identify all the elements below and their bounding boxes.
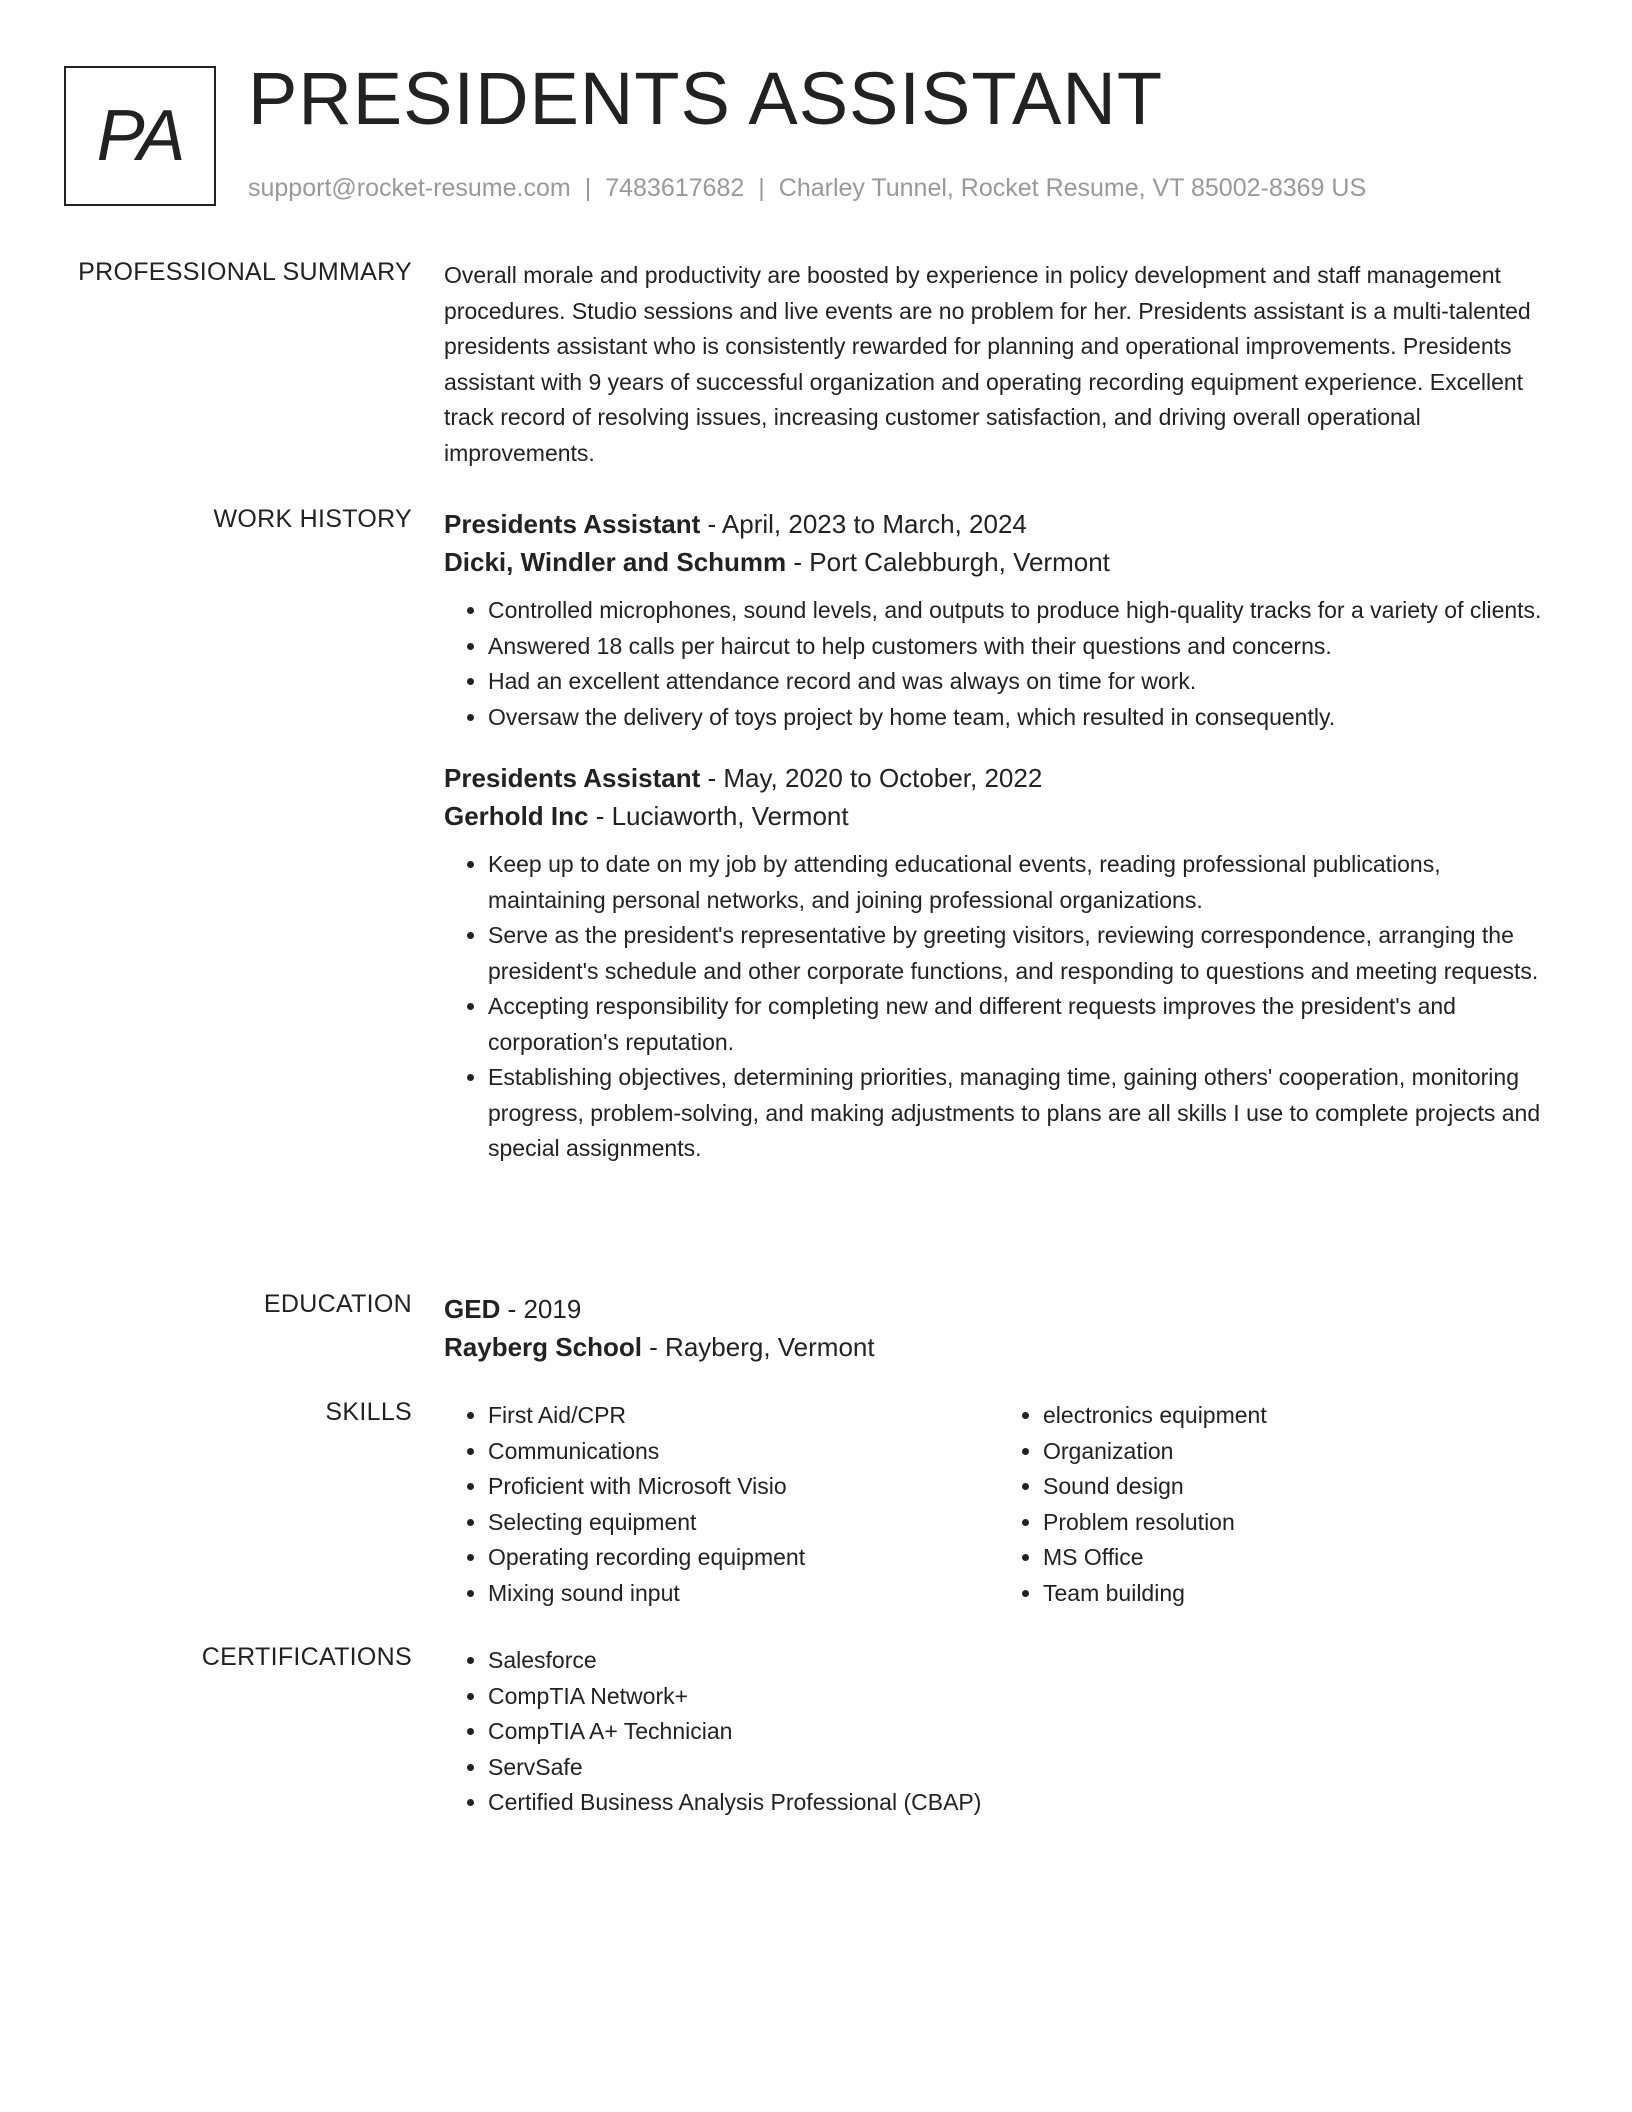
skills-content — [444, 1398, 1554, 1611]
job-bullet: • Accepting responsibility for completing new and different requests improves the president's and corporation's reputation. — [488, 989, 1554, 1060]
job-bullets — [444, 593, 1554, 735]
education-content — [444, 1290, 1554, 1366]
skill-item: • Sound design — [1043, 1469, 1554, 1505]
education-school: Rayberg School — [444, 1332, 642, 1362]
education-degree: GED — [444, 1294, 501, 1324]
job-bullet: • Establishing objectives, determining priorities, managing time, gaining others' cooperation, monitoring progress, problem-solving, and making adjustments to plans are all skills I use to complete projects and special assignments. — [488, 1060, 1554, 1167]
contact-email[interactable]: support@rocket-resume.com — [248, 174, 571, 202]
job-bullet: • Keep up to date on my job by attending educational events, reading professional publications, maintaining personal networks, and joining professional organizations. — [488, 847, 1554, 918]
certifications-content — [444, 1643, 1554, 1821]
certification-item: • ServSafe — [488, 1750, 1554, 1786]
job-bullets — [444, 847, 1554, 1167]
contact-line — [248, 174, 1366, 203]
skill-item: • Mixing sound input — [488, 1576, 999, 1612]
contact-separator: | — [584, 174, 592, 202]
job-dates: - April, 2023 to March, 2024 — [700, 509, 1027, 539]
skill-item: • Team building — [1043, 1576, 1554, 1612]
education-year: - 2019 — [500, 1294, 582, 1324]
section-label-education: EDUCATION — [263, 1290, 412, 1318]
job-bullet: • Serve as the president's representative by greeting visitors, reviewing correspondence, arranging the president's schedule and other corporate functions, and responding to questions and meeting requests. — [488, 918, 1554, 989]
certification-item: • Salesforce — [488, 1643, 1554, 1679]
education-degree-line — [444, 1290, 1554, 1328]
certification-item: • CompTIA A+ Technician — [488, 1714, 1554, 1750]
skills-list-right — [999, 1398, 1554, 1611]
job-bullet: • Had an excellent attendance record and was always on time for work. — [488, 664, 1554, 700]
job-title: Presidents Assistant — [444, 509, 701, 539]
job-title-line — [444, 759, 1554, 797]
skill-item: • Problem resolution — [1043, 1505, 1554, 1541]
section-label-work-history: WORK HISTORY — [213, 505, 412, 533]
job-dates: - May, 2020 to October, 2022 — [700, 763, 1043, 793]
skill-item: • Organization — [1043, 1434, 1554, 1470]
certifications-list — [444, 1643, 1554, 1821]
certification-item: • CompTIA Network+ — [488, 1679, 1554, 1715]
skill-item: • Operating recording equipment — [488, 1540, 999, 1576]
job-employer-line — [444, 543, 1554, 581]
section-label-summary: PROFESSIONAL SUMMARY — [78, 258, 412, 286]
monogram-initials: PA — [96, 96, 184, 176]
candidate-name: PRESIDENTS ASSISTANT — [248, 57, 1164, 140]
job-location: - Port Calebburgh, Vermont — [786, 547, 1110, 577]
job-title: Presidents Assistant — [444, 763, 701, 793]
skill-item: • Proficient with Microsoft Visio — [488, 1469, 999, 1505]
job-bullet: • Controlled microphones, sound levels, and outputs to produce high-quality tracks for a variety of clients. — [488, 593, 1554, 629]
job-employer: Gerhold Inc — [444, 801, 589, 831]
skill-item: • Selecting equipment — [488, 1505, 999, 1541]
summary-text: Overall morale and productivity are boosted by experience in policy development and staff management procedures. Studio sessions and live events are no problem for her. Presidents assistant is a multi-talented presidents assistant who is consistently rewarded for planning and operational improvements. Presidents assistant with 9 years of successful organization and operating recording equipment experience. Excellent track record of resolving issues, increasing customer satisfaction, and driving overall operational improvements. — [444, 262, 1531, 466]
contact-address: Charley Tunnel, Rocket Resume, VT 85002-8369 US — [778, 174, 1367, 202]
job-employer-line — [444, 797, 1554, 835]
skill-item: • First Aid/CPR — [488, 1398, 999, 1434]
job-entry — [444, 759, 1554, 1167]
section-label-skills: SKILLS — [325, 1398, 412, 1426]
work-history-content — [444, 505, 1554, 1167]
skill-item: • MS Office — [1043, 1540, 1554, 1576]
job-title-line — [444, 505, 1554, 543]
job-bullet: • Answered 18 calls per haircut to help customers with their questions and concerns. — [488, 629, 1554, 665]
education-school-line — [444, 1328, 1554, 1366]
monogram-box — [64, 66, 216, 206]
contact-phone[interactable]: 7483617682 — [605, 174, 745, 202]
contact-separator: | — [758, 174, 765, 202]
job-bullet: • Oversaw the delivery of toys project by home team, which resulted in consequently. — [488, 700, 1554, 736]
job-employer: Dicki, Windler and Schumm — [444, 547, 787, 577]
job-location: - Luciaworth, Vermont — [588, 801, 849, 831]
skill-item: • Communications — [488, 1434, 999, 1470]
skills-list-left — [444, 1398, 999, 1611]
resume-header — [64, 57, 1584, 210]
skill-item: • electronics equipment — [1043, 1398, 1554, 1434]
job-entry — [444, 505, 1554, 735]
section-label-certifications: CERTIFICATIONS — [201, 1643, 412, 1671]
education-location: - Rayberg, Vermont — [641, 1332, 875, 1362]
certification-item: • Certified Business Analysis Professional (CBAP) — [488, 1785, 1554, 1821]
